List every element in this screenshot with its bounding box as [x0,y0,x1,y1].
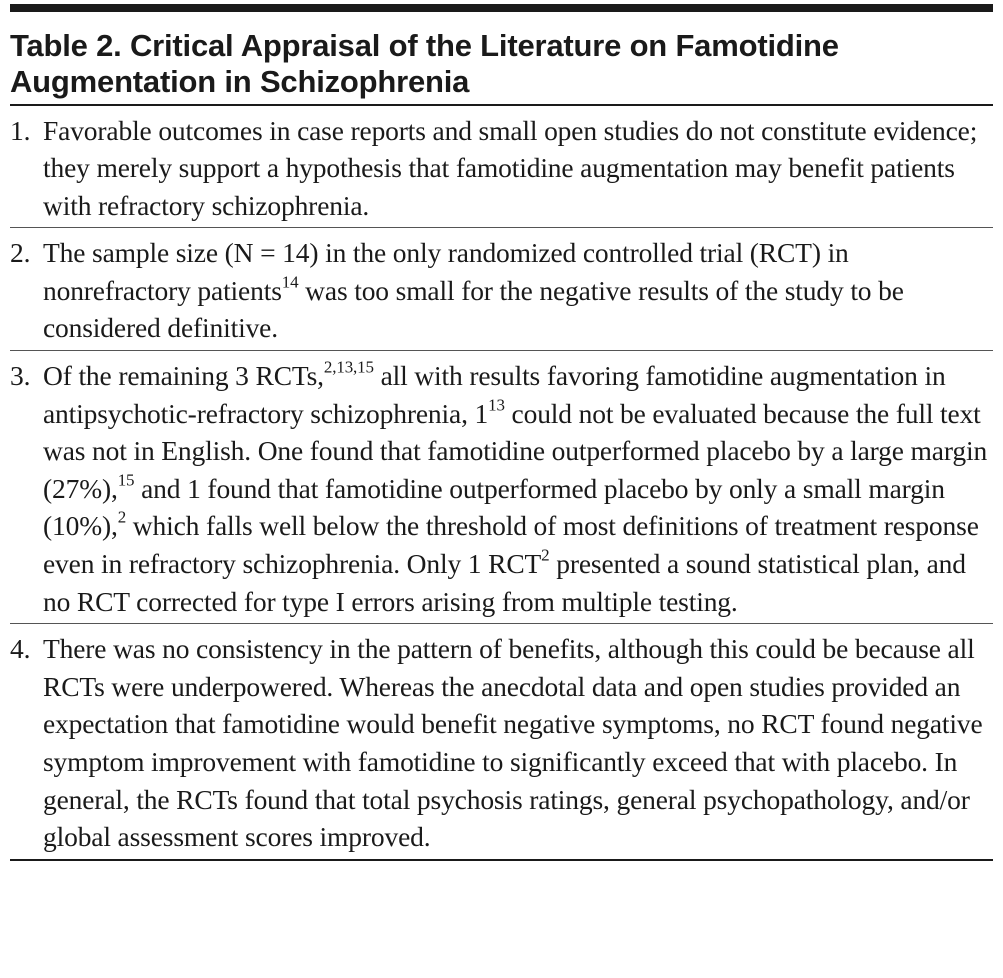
appraisal-list [10,106,993,861]
item-text: The sample size (N = 14) in the only randomized controlled trial (RCT) in nonrefractory patients [43,237,849,306]
citation-superscript: 13 [488,394,505,414]
list-item-4 [10,624,993,861]
item-number: 4. [10,633,31,665]
item-text: and 1 found that famotidine outperformed placebo by only a small margin (10%), [43,472,945,542]
appraisal-table [10,4,993,861]
item-number: 2. [10,237,31,269]
list-item-3 [10,351,993,624]
citation-superscript: 2,13,15 [323,357,374,377]
table-title-line-1: Table 2. Critical Appraisal of the Literature on Famotidine [10,28,839,63]
citation-superscript: 14 [281,272,299,292]
item-text: Favorable outcomes in case reports and small open studies do not constitute evidence; they merely support a hypothesis that famotidine augmentation may benefit patients with refractory schizophrenia. [43,114,978,221]
table-title-line-2: Augmentation in Schizophrenia [10,64,470,99]
table-title [10,12,993,104]
item-text: There was no consistency in the pattern of benefits, although this could be because all RCTs were underpowered. Whereas the anecdotal data and open studies provided an expectation that famotidine would benefit negative symptoms, no RCT found negative symptom improvement with famotidine to significantly exceed that with placebo. In general, the RCTs found that total psychosis ratings, general psychopathology, and/or global assessment scores improved. [43,633,983,853]
item-text: could not be evaluated because the full text was not in English. One found that famotidine outperformed placebo by a large margin (27%), [43,397,988,504]
item-number: 3. [10,360,31,392]
citation-superscript: 2 [117,507,127,527]
top-rule [10,4,993,12]
item-text: Of the remaining 3 RCTs, [43,360,324,392]
list-item-2 [10,228,993,351]
item-text: all with results favoring famotidine augmentation in antipsychotic-refractory schizophrenia, 1 [43,360,946,429]
citation-superscript: 2 [541,545,550,565]
item-text: presented a sound statistical plan, and no RCT corrected for type I errors arising from multiple testing. [43,548,966,617]
item-text: was too small for the negative results of the study to be considered definitive. [43,274,904,344]
item-number: 1. [10,114,31,146]
citation-superscript: 15 [117,470,135,490]
item-text: which falls well below the threshold of most definitions of treatment response even in refractory schizophrenia. Only 1 RCT [43,510,979,580]
list-item-1 [10,106,993,229]
